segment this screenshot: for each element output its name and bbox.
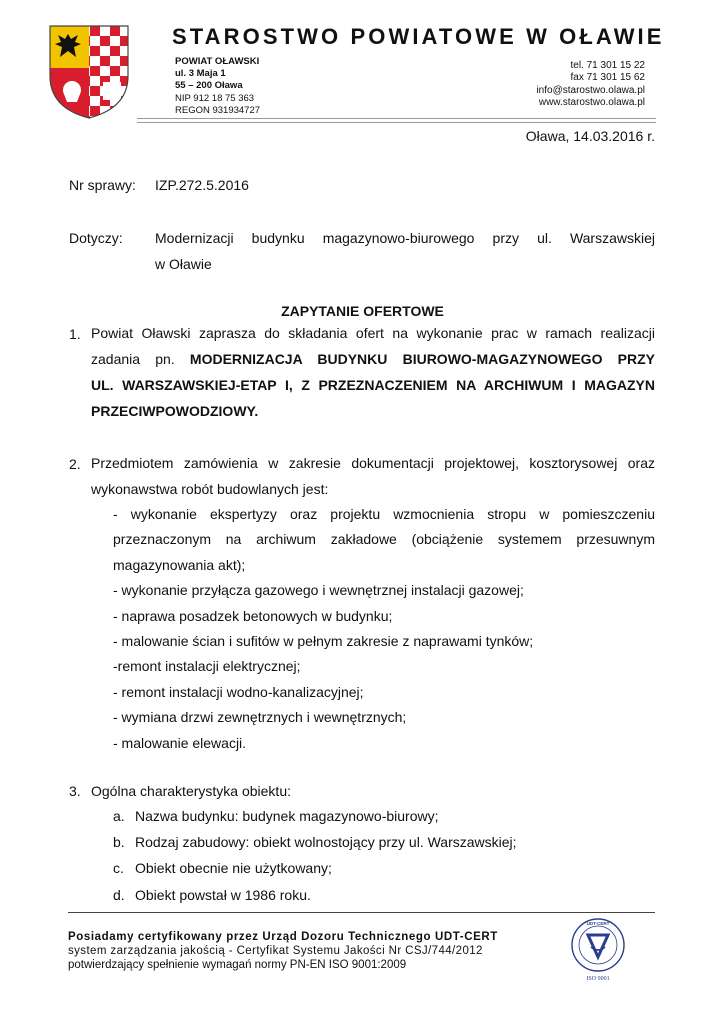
- footer-line-2: system zarządzania jakością - Certyfikat Systemu Jakości Nr CSJ/744/2012: [68, 945, 483, 957]
- list-item: - remont instalacji wodno-kanalizacyjnej;: [113, 683, 364, 700]
- office-title: STAROSTWO POWIATOWE W OŁAWIE: [172, 24, 665, 49]
- list-item: [113, 855, 517, 881]
- address-street: ul. 3 Maja 1: [175, 68, 226, 80]
- subject-label: Dotyczy:: [69, 230, 123, 246]
- footer-line-1: Posiadamy certyfikowany przez Urząd Dozoru Technicznego UDT-CERT: [68, 931, 498, 943]
- subject-line-1: Modernizacji budynku magazynowo-biurowego przy ul. Warszawskiej: [155, 230, 655, 246]
- list-item: [113, 882, 517, 908]
- list-item-letter: d.: [113, 886, 125, 903]
- iso-top-text: UDT-CERT: [586, 921, 610, 926]
- section-3-number: 3.: [69, 783, 81, 799]
- office-contact: [536, 60, 645, 109]
- list-item: -remont instalacji elektrycznej;: [113, 658, 301, 675]
- list-item: - wykonanie ekspertyzy oraz projektu wzmocnienia stropu w pomieszczeniu: [113, 506, 655, 522]
- address-nip: NIP 912 18 75 363: [175, 92, 255, 104]
- list-item-letter: b.: [113, 834, 125, 851]
- section-1-text: [91, 320, 655, 424]
- footer-certification: [68, 930, 498, 972]
- address-regon: REGON 931934727: [175, 104, 261, 116]
- list-item: - wymiana drzwi zewnętrznych i wewnętrznych;: [113, 709, 407, 726]
- header-divider-bottom: [137, 122, 656, 123]
- footer-divider: [68, 912, 655, 913]
- address-name: POWIAT OŁAWSKI: [175, 56, 260, 67]
- section-2-line-1: Przedmiotem zamówienia w zakresie dokumentacji projektowej, kosztorysowej oraz: [91, 455, 655, 471]
- list-item-letter: c.: [113, 860, 124, 877]
- document-heading: ZAPYTANIE OFERTOWE: [281, 303, 444, 319]
- list-item: [113, 803, 517, 829]
- list-item-text: Obiekt powstał w 1986 roku.: [135, 886, 311, 903]
- section-1-prefix: zadania pn.: [91, 351, 175, 367]
- list-item: [113, 829, 517, 855]
- section-1-task-name-part-1: MODERNIZACJA BUDYNKU BIUROWO-MAGAZYNOWEGO PRZY: [189, 351, 655, 367]
- section-2-text: [91, 450, 655, 502]
- section-2-number: 2.: [69, 456, 81, 472]
- list-item-text: Nazwa budynku: budynek magazynowo-biurowy;: [135, 808, 439, 824]
- contact-website[interactable]: www.starostwo.olawa.pl: [538, 96, 645, 108]
- iso-certificate-logo: [567, 917, 629, 983]
- section-1-intro: Powiat Oławski zaprasza do składania ofert na wykonanie prac w ramach realizacji: [91, 325, 655, 341]
- section-2-line-2: wykonawstwa robót budowlanych jest:: [91, 481, 329, 497]
- list-item: magazynowania akt);: [113, 556, 246, 573]
- list-item: przeznaczonym na archiwum zakładowe (obciążenie systemem przesuwnym: [113, 531, 655, 548]
- section-1-task-name-part-3: PRZECIWPOWODZIOWY.: [91, 403, 259, 419]
- footer-line-3: potwierdzający spełnienie wymagań normy PN-EN ISO 9001:2009: [68, 959, 407, 971]
- section-3-title: Ogólna charakterystyka obiektu:: [91, 783, 291, 799]
- case-label: Nr sprawy:: [69, 177, 136, 193]
- contact-email[interactable]: info@starostwo.olawa.pl: [536, 84, 645, 96]
- section-1-line-2: [91, 346, 655, 372]
- section-1-number: 1.: [69, 326, 81, 342]
- header-divider-top: [137, 118, 656, 119]
- list-item: - malowanie ścian i sufitów w pełnym zakresie z naprawami tynków;: [113, 632, 534, 649]
- document-date: Oława, 14.03.2016 r.: [525, 128, 655, 144]
- office-address: [175, 56, 260, 117]
- address-postal: 55 – 200 Oława: [175, 80, 243, 92]
- list-item-letter: a.: [113, 808, 125, 824]
- contact-fax: fax 71 301 15 62: [570, 72, 645, 84]
- section-2-scope-list: [113, 502, 655, 756]
- list-item: - malowanie elewacji.: [113, 734, 247, 751]
- iso-bottom-text: ISO 9001: [586, 976, 610, 982]
- section-1-task-name-part-2: UL. WARSZAWSKIEJ-ETAP I, Z PRZEZNACZENIEM NA ARCHIWUM I MAGAZYN: [91, 377, 655, 393]
- county-crest-logo: [48, 24, 130, 120]
- case-number: IZP.272.5.2016: [155, 177, 249, 193]
- list-item: - naprawa posadzek betonowych w budynku;: [113, 607, 393, 624]
- list-item-text: Obiekt obecnie nie użytkowany;: [135, 860, 332, 877]
- list-item: - wykonanie przyłącza gazowego i wewnętrznej instalacji gazowej;: [113, 582, 524, 599]
- subject-line-2: w Oławie: [155, 256, 212, 272]
- list-item-text: Rodzaj zabudowy: obiekt wolnostojący przy ul. Warszawskiej;: [135, 834, 517, 851]
- contact-tel: tel. 71 301 15 22: [570, 60, 645, 71]
- section-3-list: [113, 803, 517, 908]
